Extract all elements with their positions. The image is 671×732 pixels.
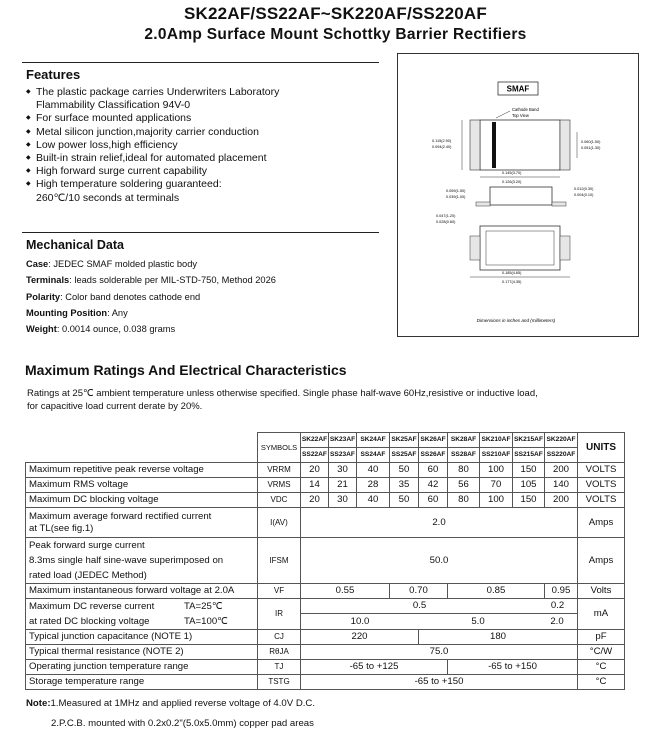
dim-lead-width-max: 0.060(1.50) — [581, 140, 601, 144]
symbols-header: SYMBOLS — [258, 433, 301, 463]
mechanical-data — [26, 259, 386, 340]
dim-lead-thick-max: 0.012(0.30) — [574, 187, 594, 191]
side-view — [476, 187, 566, 206]
table-header-row: SS22AF SS23AF SS24AF SS25AF SS26AF SS28AF SS210AF SS215AF SS220AF — [26, 448, 625, 463]
table-row: Storage temperature range TSTG -65 to +150 °C — [26, 675, 625, 690]
table-row: Operating junction temperature range TJ -65 to +125 -65 to +150 °C — [26, 660, 625, 675]
mechanical-row: Case: JEDEC SMAF molded plastic body — [26, 259, 198, 269]
mechanical-row: Terminals: leads solderable per MIL-STD-750, Method 2026 — [26, 275, 276, 286]
feature-item: ◆ The plastic package carries Underwriters Laboratory — [26, 86, 326, 99]
table-row: Maximum repetitive peak reverse voltage VRRM 20 30 40 50 60 80 100 150 200 VOLTS — [26, 463, 625, 478]
bottom-view — [470, 226, 570, 270]
features-heading: Features — [26, 67, 81, 82]
datasheet-title: SK22AF/SS22AF~SK220AF/SS220AF — [184, 4, 487, 23]
feature-item: ◆ Low power loss,high efficiency — [26, 139, 326, 152]
dim-width-min: 0.094(2.40) — [432, 145, 452, 149]
feature-item: 260℃/10 seconds at terminals — [36, 191, 180, 204]
table-row: Maximum RMS voltage VRMS 14 21 28 35 42 56 70 105 140 VOLTS — [26, 478, 625, 493]
notes-label: Note: — [26, 698, 51, 709]
feature-item: ◆ Built-in strain relief,ideal for automated placement — [26, 152, 326, 165]
dim-overall-length-min: 0.177(4.35) — [502, 280, 522, 284]
datasheet-subtitle: 2.0Amp Surface Mount Schottky Barrier Rectifiers — [144, 26, 527, 43]
mechanical-rule — [22, 232, 379, 233]
feature-item: ◆ For surface mounted applications — [26, 112, 326, 125]
mechanical-row: Weight: 0.0014 ounce, 0.038 grams — [26, 324, 176, 335]
table-row: Maximum DC blocking voltage VDC 20 30 40 50 60 80 100 150 200 VOLTS — [26, 493, 625, 508]
dim-body-length-max: 0.145(3.70) — [502, 171, 522, 175]
electrical-characteristics-table — [25, 432, 625, 690]
table-row: Maximum DC reverse current TA=25℃ at rated DC blocking voltage TA=100℃ IR 0.5 0.2 10.0 5.0 2.0 mA — [26, 599, 625, 630]
table-header-row: SYMBOLS SK22AF SK23AF SK24AF SK25AF SK26AF SK28AF SK210AF SK215AF SK220AF UNITS — [26, 433, 625, 448]
dim-lead-width-min: 0.051(1.30) — [581, 146, 601, 150]
table-row: Peak forward surge current 8.3ms single half sine-wave superimposed on rated load (JEDEC Method) IFSM 50.0 Amps — [26, 538, 625, 584]
dim-height-max: 0.059(1.50) — [446, 189, 466, 193]
table-row: Typical junction capacitance (NOTE 1) CJ 220 180 pF — [26, 630, 625, 645]
dim-pad-max: 0.047(1.20) — [436, 214, 456, 218]
feature-item: ◆ High temperature soldering guaranteed: — [26, 178, 326, 191]
features-list — [26, 86, 326, 205]
table-row: Maximum instantaneous forward voltage at 2.0A VF 0.55 0.70 0.85 0.95 Volts — [26, 584, 625, 599]
feature-item: ◆ Metal silicon junction,majority carrier conduction — [26, 126, 326, 139]
package-drawing — [397, 53, 639, 337]
mechanical-row: Mounting Position: Any — [26, 307, 128, 318]
dim-pad-min: 0.028(0.60) — [436, 220, 456, 224]
dim-body-length-min: 0.126(3.20) — [502, 180, 522, 184]
note-1: 1.Measured at 1MHz and applied reverse voltage of 4.0V D.C. — [50, 698, 316, 709]
dim-lead-thick-min: 0.004(0.10) — [574, 193, 594, 197]
mechanical-heading: Mechanical Data — [26, 238, 124, 252]
mechanical-row: Polarity: Color band denotes cathode end — [26, 291, 201, 302]
units-header: UNITS — [578, 433, 625, 463]
cathode-band — [492, 122, 496, 168]
cathode-band-label: Cathode Band — [512, 107, 539, 112]
dim-width-max: 0.115(2.90) — [432, 139, 452, 143]
ratings-description: Ratings at 25℃ ambient temperature unless otherwise specified. Single phase half-wave 60Hz,resistive or inductive load, for capacitive load current derate by 20%. — [27, 388, 538, 412]
top-view — [470, 111, 570, 170]
dim-height-min: 0.039(1.00) — [446, 195, 466, 199]
top-view-label: Top View — [512, 113, 529, 118]
feature-item: Flammability Classification 94V-0 — [36, 99, 191, 112]
features-rule — [22, 62, 379, 63]
note-2: 2.P.C.B. mounted with 0.2x0.2"(5.0x5.0mm) copper pad areas — [51, 718, 314, 729]
notes — [26, 694, 315, 732]
feature-item: ◆ High forward surge current capability — [26, 165, 326, 178]
ratings-heading: Maximum Ratings And Electrical Characteristics — [25, 362, 347, 378]
package-name: SMAF — [506, 84, 530, 94]
dim-overall-length-max: 0.185(4.65) — [502, 271, 522, 275]
table-row: Typical thermal resistance (NOTE 2) RθJA 75.0 °C/W — [26, 645, 625, 660]
dimension-caption: Dimensions in inches and (millimeters) — [476, 318, 556, 323]
table-row: Maximum average forward rectified current at TL(see fig.1) I(AV) 2.0 Amps — [26, 508, 625, 538]
